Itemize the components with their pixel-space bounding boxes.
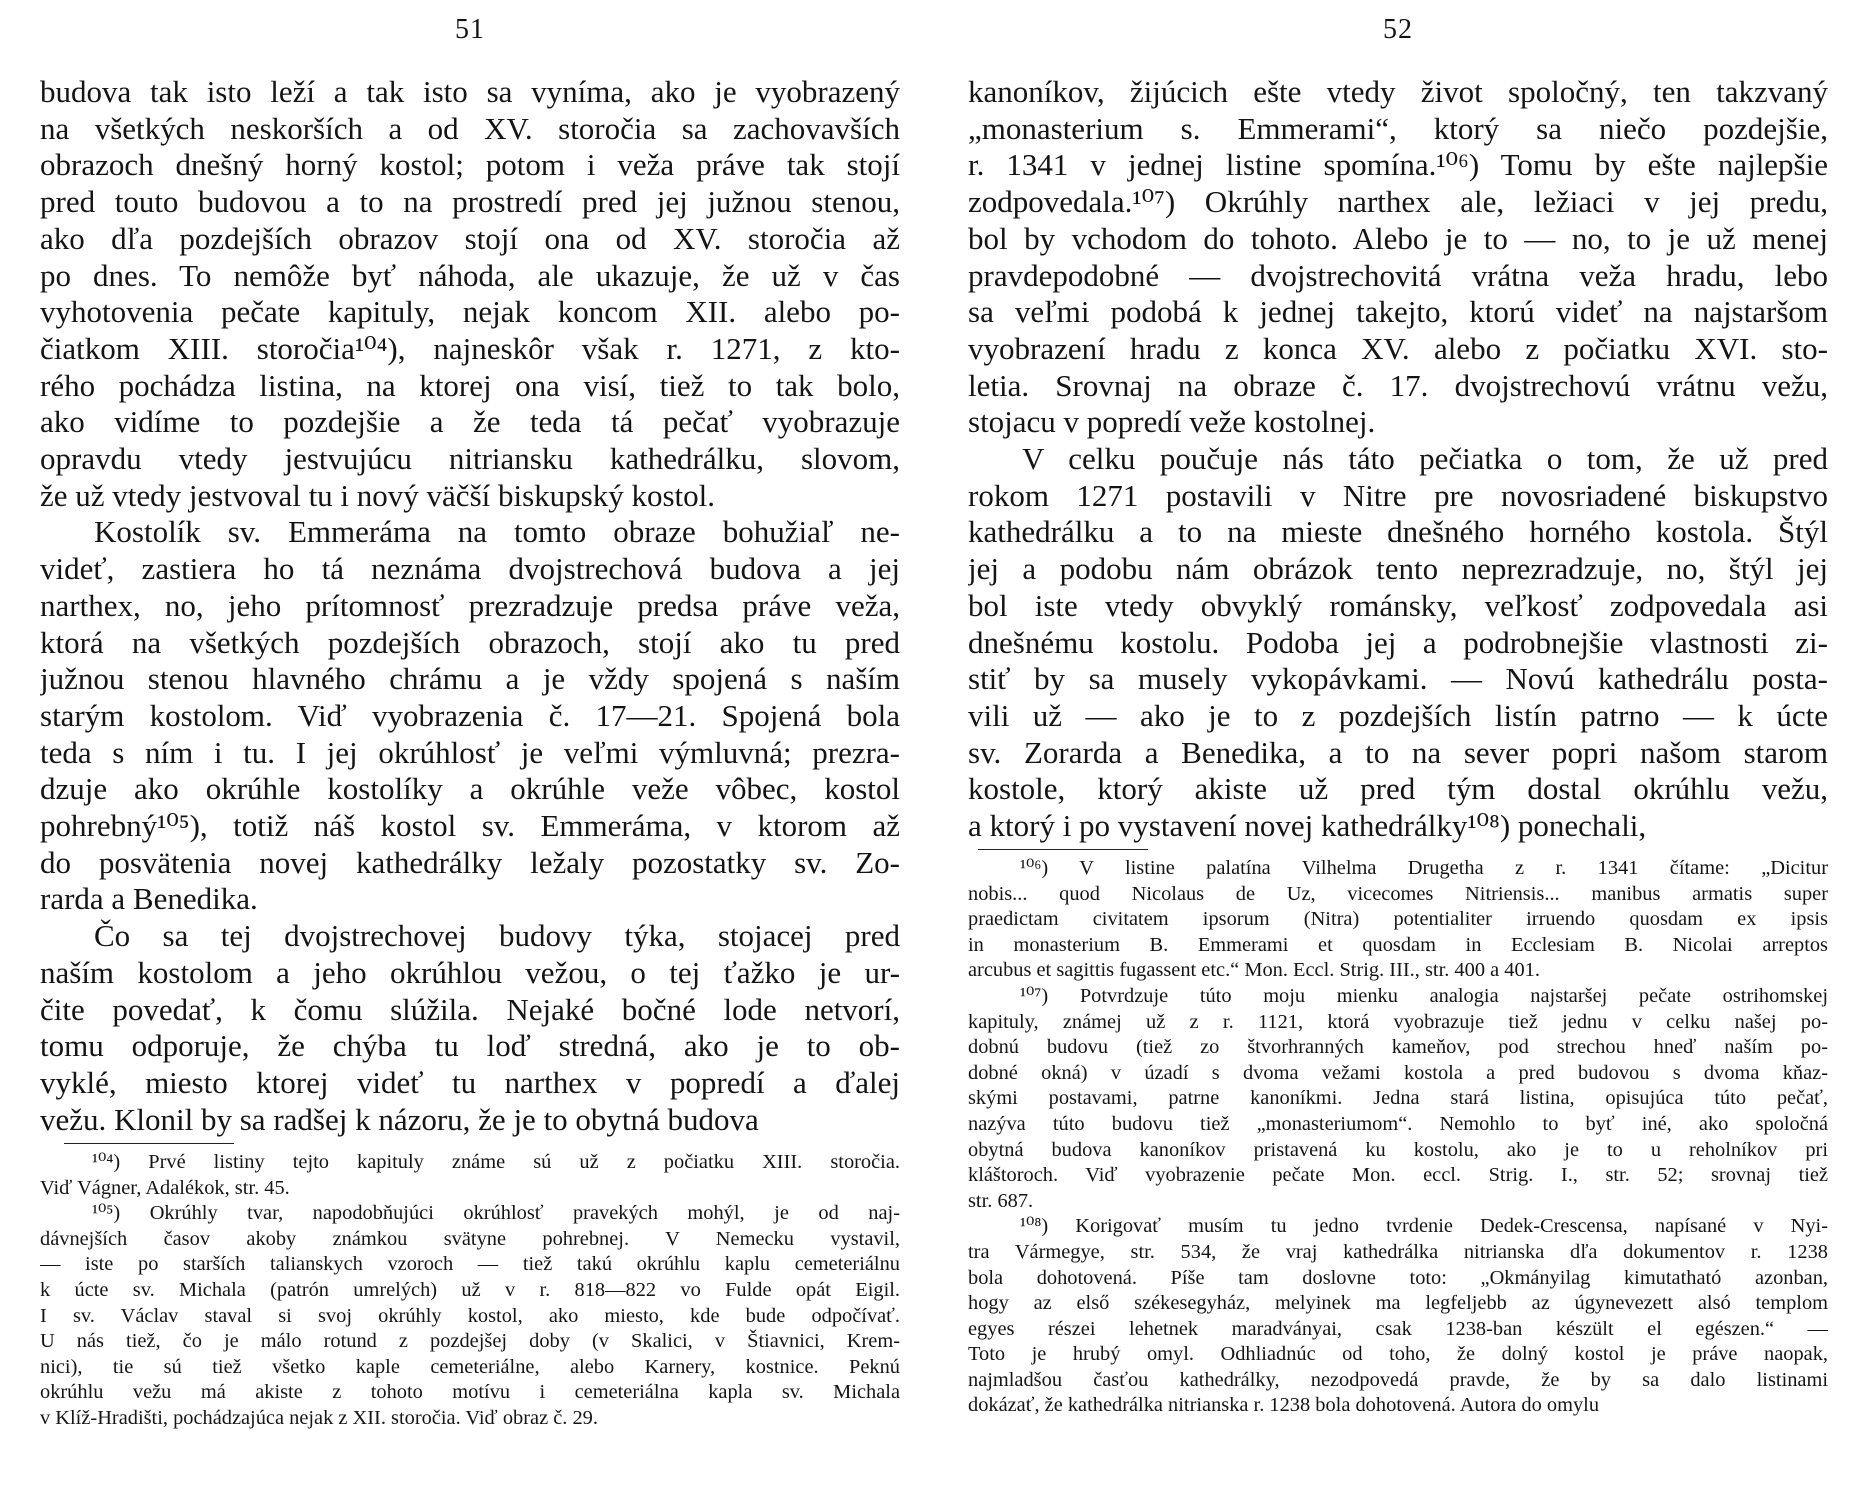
footnote-line: k úcte sv. Michala (patrón umrelých) už v r. 818—822 vo Fulde opát Eigil. xyxy=(40,1278,900,1301)
text-line: vyhotovenia pečate kapituly, nejak koncom XII. alebo po- xyxy=(40,294,900,330)
footnote-line: v Klíž-Hradišti, pochádzajúca nejak z XII. storočia. Viď obraz č. 29. xyxy=(40,1406,598,1429)
text-line: zodpovedala.¹⁰⁷) Okrúhly narthex ale, ležiaci v jej predu, xyxy=(968,184,1828,220)
footnote-line: okrúhlu vežu má akiste z tohoto motívu i cemeteriálna kapla sv. Michala xyxy=(40,1381,900,1404)
text-line: dnešnému kostolu. Podoba jej a podrobnejšie vlastnosti zi- xyxy=(968,624,1828,660)
text-line: „monasterium s. Emmerami“, ktorý sa niečo pozdejšie, xyxy=(968,110,1828,146)
footnote-line: dobné okná) v úzadí s dvoma vežami kostola a pred budovou s dvoma kňaz- xyxy=(968,1061,1828,1084)
footnote-line: in monasterium B. Emmerami et quosdam in Ecclesiam B. Nicolai arreptos xyxy=(968,933,1828,956)
footnote-line: nazýva túto budovu tiež „monasteriumom“. Nemohlo to byť iné, ako spoločná xyxy=(968,1112,1828,1135)
text-line: ako dľa pozdejších obrazov stojí ona od XV. storočia až xyxy=(40,220,900,256)
footnote-line: tra Vármegye, str. 534, že vraj kathedrálka nitrianska dľa dokumentov r. 1238 xyxy=(968,1240,1828,1263)
text-line: kathedrálku a to na mieste dnešného horného kostola. Štýl xyxy=(968,514,1828,550)
text-line: že už vtedy jestvoval tu i nový väčší biskupský kostol. xyxy=(40,477,716,513)
footnote-line: ¹⁰⁵) Okrúhly tvar, napodobňujúci okrúhlosť pravekých mohýl, je od naj- xyxy=(92,1202,900,1225)
text-line: teda s ním i tu. I jej okrúhlosť je veľmi výmluvná; prezra- xyxy=(40,734,900,770)
text-line: Kostolík sv. Emmeráma na tomto obraze bohužiaľ ne- xyxy=(94,514,900,550)
page-number: 51 xyxy=(455,14,485,45)
text-line: obrazoch dnešný horný kostol; potom i veža práve tak stojí xyxy=(40,147,900,183)
footnote-rule xyxy=(978,849,1148,850)
footnote-line: ¹⁰⁶) V listine palatína Vilhelma Drugetha z r. 1341 čítame: „Dicitur xyxy=(1020,857,1828,879)
page-number: 52 xyxy=(1383,14,1413,45)
text-line: vili už — ako je to z pozdejších listín patrno — k úcte xyxy=(968,697,1828,733)
footnote-line: praedictam civitatem ipsorum (Nitra) potentialiter irruendo quosdam ex ipsis xyxy=(968,908,1828,931)
footnote-line: I sv. Václav staval si svoj okrúhly kostol, ako miesto, kde bude odpočívať. xyxy=(40,1304,900,1327)
text-line: rého pochádza listina, na ktorej ona visí, tiež to tak bolo, xyxy=(40,367,900,403)
footnote-line: dávnejších časov akoby známkou svätyne pohrebnej. V Nemecku vystavil, xyxy=(40,1227,900,1250)
text-line: pohrebný¹⁰⁵), totiž náš kostol sv. Emmeráma, v ktorom až xyxy=(40,808,900,844)
text-line: bol iste vtedy obvyklý románsky, veľkosť zodpovedala asi xyxy=(968,587,1828,623)
text-line: r. 1341 v jednej listine spomína.¹⁰⁶) Tomu by ešte najlepšie xyxy=(968,147,1828,183)
text-line: budova tak isto leží a tak isto sa vyníma, ako je vyobrazený xyxy=(40,74,900,109)
text-line: naším kostolom a jeho okrúhlou vežou, o tej ťažko je ur- xyxy=(40,954,900,990)
footnotes xyxy=(968,856,1828,1419)
text-line: ktorá na všetkých pozdejších obrazoch, stojí ako tu pred xyxy=(40,624,900,660)
text-line: sa veľmi podobá k jednej takejto, ktorú videť na najstaršom xyxy=(968,294,1828,330)
body-text xyxy=(968,74,1828,845)
text-line: Čo sa tej dvojstrechovej budovy týka, stojacej pred xyxy=(94,918,900,954)
footnote-line: kláštoroch. Viď vyobrazenie pečate Mon. eccl. Strig. I., str. 52; srovnaj tiež xyxy=(968,1164,1828,1187)
text-line: jej a podobu nám obrázok tento neprezradzuje, no, štýl jej xyxy=(968,551,1828,587)
text-line: pravdepodobné — dvojstrechovitá vrátna veža hradu, lebo xyxy=(968,257,1828,293)
text-line: starým kostolom. Viď vyobrazenia č. 17—21. Spojená bola xyxy=(40,697,900,733)
footnote-line: skými postavami, patrne kanoníkmi. Jedna stará listina, opisujúca túto pečať, xyxy=(968,1087,1828,1110)
text-line: tomu odporuje, že chýba tu loď stredná, ako je to ob- xyxy=(40,1028,900,1064)
footnote-line: nobis... quod Nicolaus de Uz, vicecomes Nitriensis... manibus armatis super xyxy=(968,882,1828,905)
left-page xyxy=(40,0,900,1501)
footnotes xyxy=(40,1150,900,1432)
text-line: vyobrazení hradu z konca XV. alebo z počiatku XVI. sto- xyxy=(968,330,1828,366)
footnote-line: egyes részei lehetnek maradványai, csak 1238-ban készült el egészen.“ — xyxy=(968,1317,1828,1340)
text-line: dzuje ako okrúhle kostolíky a okrúhle veže vôbec, kostol xyxy=(40,771,900,807)
text-line: letia. Srovnaj na obraze č. 17. dvojstrechovú vrátnu vežu, xyxy=(968,367,1828,403)
text-line: ako vidíme to pozdejšie a že teda tá pečať vyobrazuje xyxy=(40,404,900,440)
text-line: do posvätenia novej kathedrálky ležaly pozostatky sv. Zo- xyxy=(40,844,900,880)
footnote-line: dokázať, že kathedrálka nitrianska r. 1238 bola dohotovená. Autora do omylu xyxy=(968,1394,1600,1417)
footnote-line: dobnú budovu (tiež zo štvorhranných kameňov, pod strechou hneď naším po- xyxy=(968,1036,1828,1059)
text-line: pred touto budovou a to na prostredí pred jej južnou stenou, xyxy=(40,184,900,220)
text-line: stiť by sa musely vykopávkami. — Novú kathedrálu posta- xyxy=(968,661,1828,697)
text-line: po dnes. To nemôže byť náhoda, ale ukazuje, že už v čas xyxy=(40,257,900,293)
footnote-line: ¹⁰⁴) Prvé listiny tejto kapituly známe sú už z počiatku XIII. storočia. xyxy=(92,1151,900,1173)
text-line: V celku poučuje nás táto pečiatka o tom, že už pred xyxy=(1022,441,1828,477)
footnote-line: str. 687. xyxy=(968,1189,1034,1212)
text-line: vežu. Klonil by sa radšej k názoru, že je to obytná budova xyxy=(40,1101,759,1137)
right-page xyxy=(968,0,1828,1501)
text-line: rarda a Benedika. xyxy=(40,881,258,917)
body-text xyxy=(40,74,900,1138)
footnote-line: najmladšou časťou kathedrálky, nezodpovedá pravde, že by sa dalo listinami xyxy=(968,1368,1828,1391)
text-line: rokom 1271 postavili v Nitre pre novosriadené biskupstvo xyxy=(968,477,1828,513)
footnote-line: arcubus et sagittis fugassent etc.“ Mon. Eccl. Strig. III., str. 400 a 401. xyxy=(968,959,1540,982)
footnote-line: ¹⁰⁸) Korigovať musím tu jedno tvrdenie Dedek-Crescensa, napísané v Nyi- xyxy=(1020,1215,1828,1238)
text-line: južnou stenou hlavného chrámu a je vždy spojená s naším xyxy=(40,661,900,697)
footnote-rule xyxy=(64,1143,234,1144)
text-line: vyklé, miesto ktorej videť tu narthex v popredí a ďalej xyxy=(40,1064,900,1100)
text-line: kanoníkov, žijúcich ešte vtedy život spoločný, ten takzvaný xyxy=(968,74,1828,109)
text-line: čiatkom XIII. storočia¹⁰⁴), najneskôr však r. 1271, z kto- xyxy=(40,330,900,366)
text-line: na všetkých neskorších a od XV. storočia sa zachovavších xyxy=(40,110,900,146)
text-line: čite povedať, k čomu slúžila. Nejaké bočné lode netvorí, xyxy=(40,991,900,1027)
footnote-line: Viď Vágner, Adalékok, str. 45. xyxy=(40,1176,290,1199)
footnote-line: bola dohotovená. Píše tam doslovne toto: „Okmányilag kimutatható azonban, xyxy=(968,1266,1828,1289)
text-line: stojacu v popredí veže kostolnej. xyxy=(968,404,1376,440)
text-line: videť, zastiera ho tá neznáma dvojstrechová budova a jej xyxy=(40,551,900,587)
text-line: a ktorý i po vystavení novej kathedrálky¹⁰⁸) ponechali, xyxy=(968,808,1647,844)
footnote-line: U nás tiež, čo je málo rotund z pozdejšej doby (v Skalici, v Štiavnici, Krem- xyxy=(40,1330,900,1353)
footnote-line: Toto je hrubý omyl. Odhliadnúc od toho, že dolný kostol je práve naopak, xyxy=(968,1343,1828,1366)
footnote-line: kapituly, známej už z r. 1121, ktorá vyobrazuje tiež jednu v celku našej po- xyxy=(968,1010,1828,1033)
text-line: sv. Zorarda a Benedika, a to na sever popri našom starom xyxy=(968,734,1828,770)
text-line: kostole, ktorý akiste už pred tým dostal okrúhlu vežu, xyxy=(968,771,1828,807)
footnote-line: obytná budova kanoníkov pristavená ku kostolu, ako je to u reholníkov pri xyxy=(968,1138,1828,1161)
text-line: narthex, no, jeho prítomnosť prezradzuje predsa práve veža, xyxy=(40,587,900,623)
text-line: bol by vchodom do tohoto. Alebo je to — no, to je už menej xyxy=(968,220,1828,256)
text-line: opravdu vtedy jestvujúcu nitriansku kathedrálku, slovom, xyxy=(40,441,900,477)
footnote-line: — iste po starších talianskych vzoroch — tiež takú okrúhlu kaplu cemeteriálnu xyxy=(40,1253,900,1276)
footnote-line: hogy az első székesegyház, melyinek ma legfeljebb az úgynevezett alsó templom xyxy=(968,1292,1828,1315)
footnote-line: nici), tie sú tiež všetko kaple cemeteriálne, alebo Karnery, kostnice. Peknú xyxy=(40,1355,900,1378)
footnote-line: ¹⁰⁷) Potvrdzuje túto moju mienku analogia najstaršej pečate ostrihomskej xyxy=(1020,984,1828,1007)
